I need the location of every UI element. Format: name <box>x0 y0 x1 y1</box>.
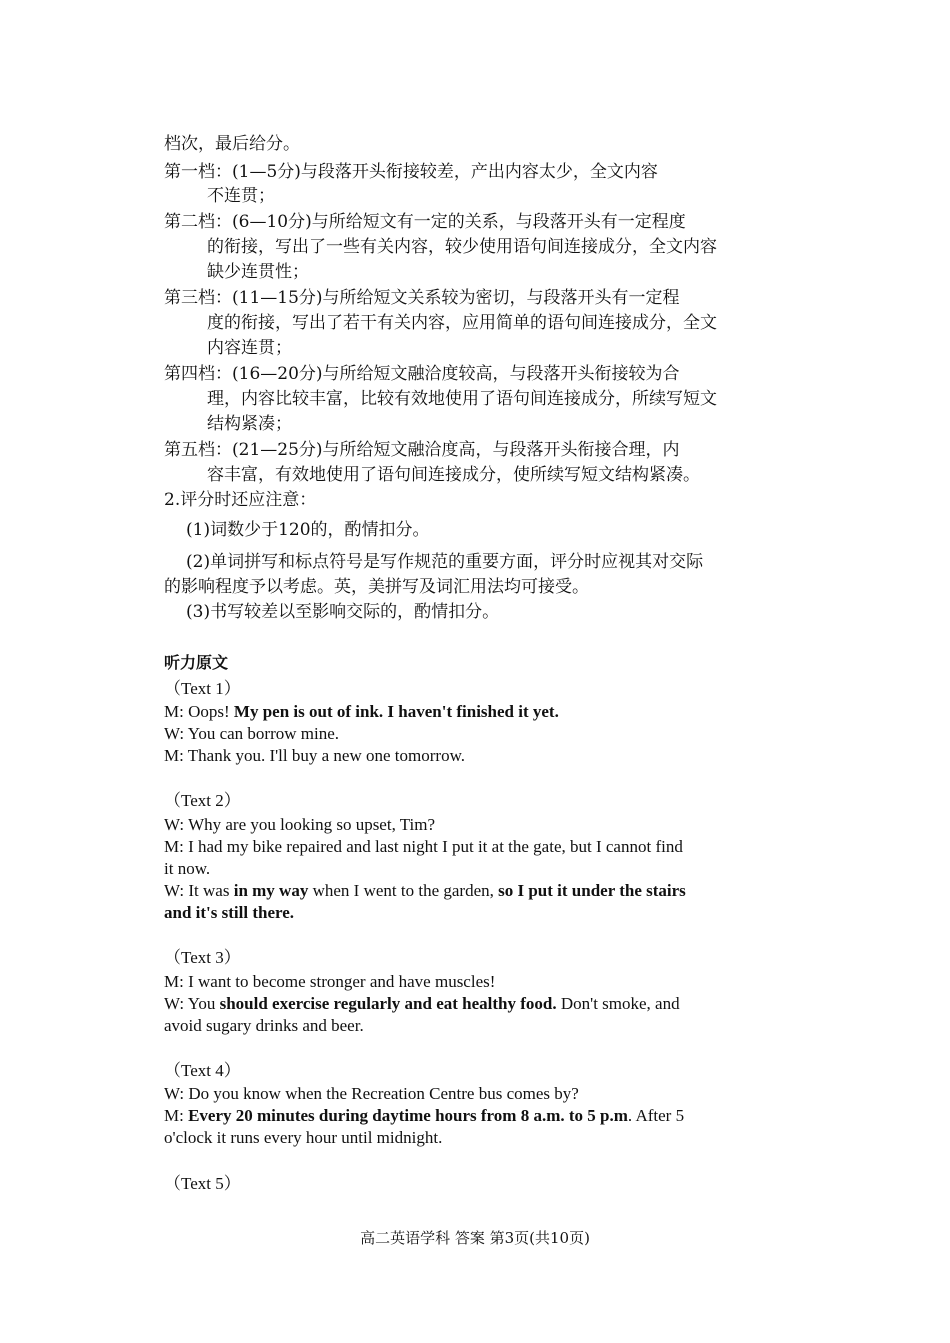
text1-line1: M: Oops! My pen is out of ink. I haven't finished it yet. <box>164 702 559 721</box>
page-footer: 高二英语学科 答案 第3页(共10页) <box>360 1229 590 1247</box>
band3-line3: 内容连贯； <box>207 338 292 358</box>
note-2-line1: (2)单词拼写和标点符号是写作规范的重要方面，评分时应视其对交际 <box>186 552 704 572</box>
text4-line3: o'clock it runs every hour until midnight. <box>164 1128 443 1147</box>
text2-line3: W: It was in my way when I went to the garden, so I put it under the stairs <box>164 881 686 900</box>
text5-label: （Text 5） <box>164 1174 241 1193</box>
listening-title: 听力原文 <box>164 653 229 672</box>
band2-line2: 的衔接，写出了一些有关内容，较少使用语句间连接成分，全文内容 <box>207 237 717 257</box>
note-1: (1)词数少于120的，酌情扣分。 <box>186 520 430 540</box>
text4-line1: W: Do you know when the Recreation Centre bus comes by? <box>164 1084 579 1103</box>
band4-line3: 结构紧凑； <box>207 414 292 434</box>
band2-line3: 缺少连贯性； <box>207 262 309 282</box>
text4-line2: M: Every 20 minutes during daytime hours from 8 a.m. to 5 p.m. After 5 <box>164 1106 685 1125</box>
text2-line2a: M: I had my bike repaired and last night I put it at the gate, but I cannot find <box>164 837 683 856</box>
text2-line1: W: Why are you looking so upset, Tim? <box>164 815 436 834</box>
notes-title: 2.评分时还应注意： <box>164 490 317 510</box>
band1-line2: 不连贯； <box>207 186 275 206</box>
text2-line2b: it now. <box>164 859 211 878</box>
rubric-intro-tail: 档次，最后给分。 <box>164 134 300 154</box>
band4-line2: 理，内容比较丰富，比较有效地使用了语句间连接成分，所续写短文 <box>207 389 717 409</box>
text3-line3: avoid sugary drinks and beer. <box>164 1016 364 1035</box>
text1-label: （Text 1） <box>164 679 241 698</box>
text3-line2: W: You should exercise regularly and eat healthy food. Don't smoke, and <box>164 994 680 1013</box>
note-3: (3)书写较差以至影响交际的，酌情扣分。 <box>186 602 500 622</box>
text2-label: （Text 2） <box>164 791 241 810</box>
text2-line4: and it's still there. <box>164 903 295 922</box>
note-2-line2: 的影响程度予以考虑。英，美拼写及词汇用法均可接受。 <box>164 577 589 597</box>
band4-line1: 第四档：(16—20分)与所给短文融洽度较高，与段落开头衔接较为合 <box>164 364 680 384</box>
band2-line1: 第二档：(6—10分)与所给短文有一定的关系，与段落开头有一定程度 <box>164 212 686 232</box>
text3-line1: M: I want to become stronger and have muscles! <box>164 972 496 991</box>
text3-label: （Text 3） <box>164 948 241 967</box>
text1-line3: M: Thank you. I'll buy a new one tomorrow. <box>164 746 465 765</box>
band3-line1: 第三档：(11—15分)与所给短文关系较为密切，与段落开头有一定程 <box>164 288 680 308</box>
band3-line2: 度的衔接，写出了若干有关内容，应用简单的语句间连接成分，全文 <box>207 313 717 333</box>
text4-label: （Text 4） <box>164 1061 241 1080</box>
band5-line2: 容丰富，有效地使用了语句间连接成分，使所续写短文结构紧凑。 <box>207 465 700 485</box>
band5-line1: 第五档：(21—25分)与所给短文融洽度高，与段落开头衔接合理，内 <box>164 440 680 460</box>
band1-line1: 第一档：(1—5分)与段落开头衔接较差，产出内容太少，全文内容 <box>164 162 658 182</box>
text1-line2: W: You can borrow mine. <box>164 724 340 743</box>
